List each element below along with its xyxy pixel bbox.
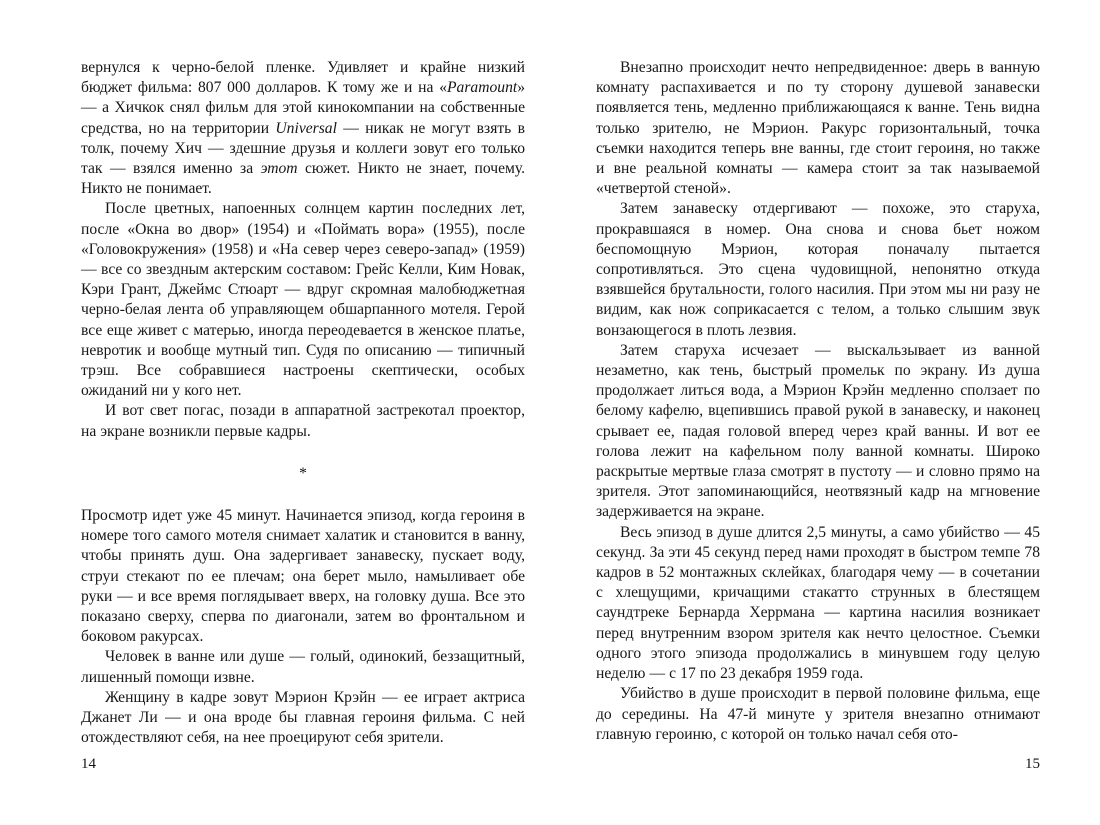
text-segment: Просмотр идет уже 45 минут. Начинается эпизод, когда героиня в номере того самого мотеля снимает халатик и становится в ванну, чтобы принять душ. Она задергивает занавеску, пускает воду, струи стекают по ее плечам; она берет мыло, намыливает обе руки — и все время поглядывает вверх, на головку душа. Все это показано сверху, сперва по диагонали, затем во фронтальном и боковом ракурсах. [81,507,525,646]
text-segment: — никак не могут взять в толк, почему Хич — здешние друзья и коллеги зовут его только так — взялся именно за [81,119,526,178]
text-segment: вернулся к черно-белой пленке. Удивляет и крайне низкий бюджет фильма: 807 000 долларов. К тому же и на « [81,59,525,97]
text-segment: Весь эпизод в душе длится 2,5 минуты, а само убийство — 45 секунд. За эти 45 секунд перед нами проходят в быстром темпе 78 кадров в 52 монтажных склейках, благодаря чему — в сочетании с хлещущими, кричащими стакатто струнных в блестящем саундтреке Бернарда Херрмана — картина насилия возникает перед внутренним взором зрителя как нечто целостное. Съемки одного этого эпизода продолжались в минувшем году целую неделю — с 17 по 23 декабря 1959 года. [596,523,1040,683]
italic-text-segment: Universal [275,119,337,137]
paragraph [81,199,525,401]
text-segment: Человек в ванне или душе — голый, одинокий, беззащитный, лишенный помощи извне. [81,648,525,686]
paragraph [596,684,1040,745]
left-page-text [81,58,525,749]
text-segment: После цветных, напоенных солнцем картин последних лет, после «Окна во двор» (1954) и «Поймать вора» (1955), после «Головокружения» (1958) и «На север через северо-запад» (1959) — все со звездным актерским составом: Грейс Келли, Ким Новак, Кэри Грант, Джеймс Стюарт — вдруг скромная малобюджетная черно-белая лента об управляющем обшарпанного мотеля. Герой все еще живет с матерью, иногда переодевается в женское платье, невротик и вообще мутный тип. Судя по описанию — типичный трэш. Все собравшиеся настроены скептически, особых ожиданий ни у кого нет. [81,200,525,400]
left-page-number: 14 [81,756,96,772]
italic-text-segment: Paramount [447,79,518,97]
right-page-number: 15 [1025,756,1040,772]
text-segment: сюжет. Никто не знает, почему. Никто не понимает. [81,160,525,198]
italic-text-segment: этот [260,160,298,178]
text-segment: И вот свет погас, позади в аппаратной застрекотал проектор, на экране возникли первые кадры. [81,402,525,440]
paragraph [596,341,1040,523]
text-segment: Внезапно происходит нечто непредвиденное: дверь в ванную комнату распахивается и по ту сторону душевой занавески появляется тень, медленно приближающаяся к ванне. Тень видна только зрителю, не Мэрион. Ракурс горизонтальный, точка съемки находится теперь вне ванны, где стоит героиня, но также и вне реальной комнаты — камера стоит за так называемой «четвертой стеной». [596,59,1040,198]
paragraph [81,506,525,647]
paragraph [81,401,525,441]
section-break-asterisk: * [299,464,307,482]
text-segment: Убийство в душе происходит в первой половине фильма, еще до середины. На 47-й минуте у зрителя внезапно отнимают главную героиню, с которой он только начал себя ото- [596,685,1040,743]
paragraph [596,199,1040,340]
text-segment: Затем занавеску отдергивают — похоже, это старуха, прокравшаяся в номер. Она снова и снова бьет ножом беспомощную Мэрион, которая поначалу пытается сопротивляться. Это сцена чудовищной, непонятно откуда взявшейся брутальности, голого насилия. При этом мы ни разу не видим, как нож соприкасается с телом, а только слышим звук вонзающегося в плоть лезвия. [596,200,1040,339]
paragraph [596,58,1040,199]
paragraph [81,688,525,749]
paragraph [81,58,525,199]
paragraph [596,523,1040,685]
text-segment: » — а Хичкок снял фильм для этой кинокомпании на собственные средства, но на территории [81,79,525,137]
right-page-text [596,58,1040,745]
left-page [81,58,525,749]
right-page [596,58,1040,745]
paragraph [81,647,525,687]
text-segment: Женщину в кадре зовут Мэрион Крэйн — ее играет актриса Джанет Ли — и она вроде бы главная героиня фильма. С ней отождествляют себя, на нее проецируют себя зрители. [81,688,525,747]
text-segment: Затем старуха исчезает — выскальзывает из ванной незаметно, как тень, быстрый промельк по экрану. Из душа продолжает литься вода, а Мэрион Крэйн медленно сползает по белому кафелю, вцепившись правой рукой в занавеску, и наконец срывает ее, падая головой вперед через край ванны. И вот ее голова лежит на кафельном полу ванной комнаты. Широко раскрытые мертвые глаза смотрят в пустоту — и словно прямо на зрителя. Этот запоминающийся, неотвязный кадр на мгновение задерживается на экране. [596,341,1040,521]
